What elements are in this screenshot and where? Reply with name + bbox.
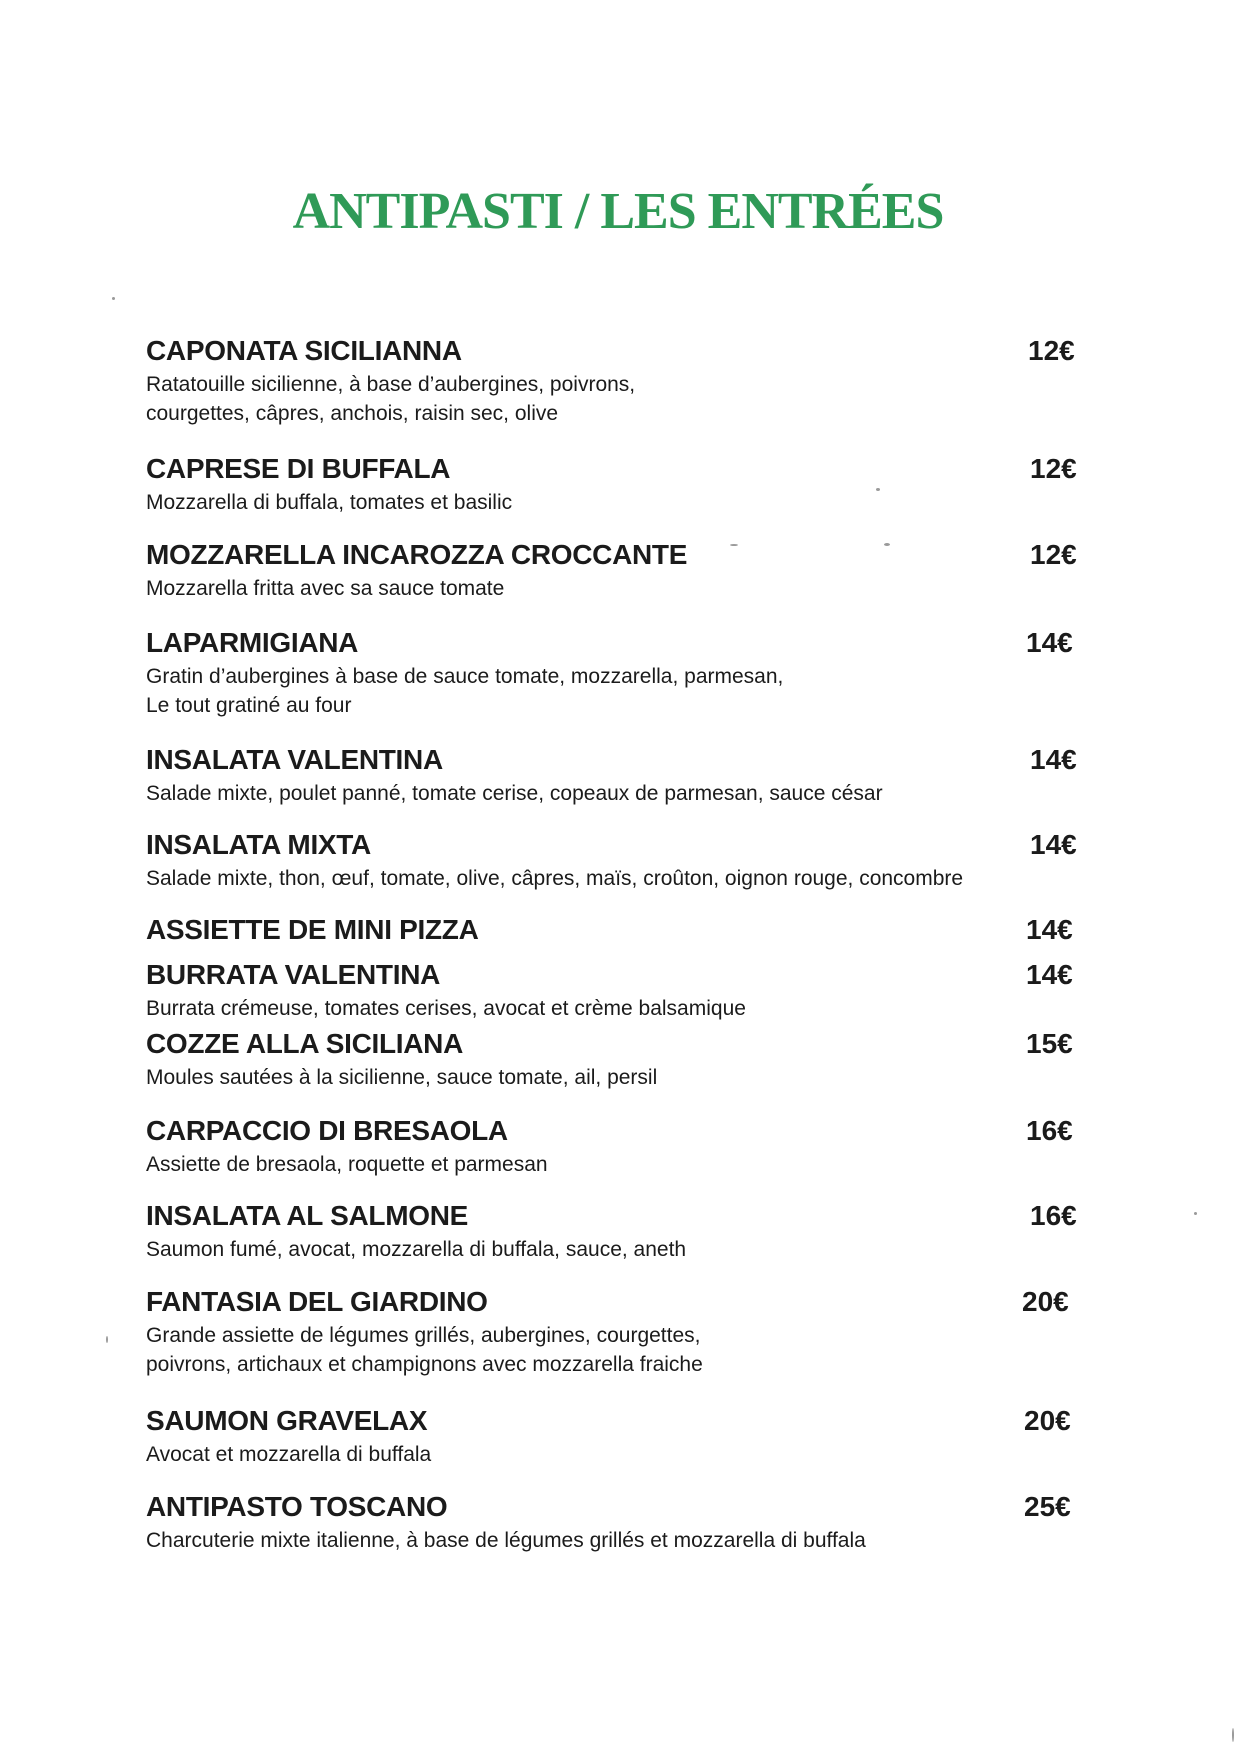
menu-item-description-line: courgettes, câpres, anchois, raisin sec, olive [146, 402, 559, 425]
scan-speck [884, 543, 890, 546]
menu-item [146, 743, 1076, 808]
menu-item-price: 14€ [1030, 829, 1077, 860]
menu-item-name: CAPONATA SICILIANNA [146, 335, 462, 366]
scan-speck [1194, 1212, 1197, 1215]
menu-item-name: COZZE ALLA SICILIANA [146, 1028, 464, 1059]
menu-item-price: 20€ [1022, 1286, 1069, 1317]
scan-speck [112, 297, 115, 300]
menu-item-description [146, 1063, 1076, 1092]
menu-item-description [146, 1321, 1076, 1379]
menu-item-price: 14€ [1026, 627, 1073, 658]
menu-item-description-line: Moules sautées à la sicilienne, sauce tomate, ail, persil [146, 1066, 658, 1089]
menu-item [146, 913, 1076, 947]
menu-item-price: 12€ [1030, 539, 1077, 570]
menu-item [146, 1285, 1076, 1379]
menu-item [146, 334, 1076, 428]
menu-item-description-line: Grande assiette de légumes grillés, aubergines, courgettes, [146, 1324, 701, 1347]
menu-item-description-line: poivrons, artichaux et champignons avec mozzarella fraiche [146, 1353, 703, 1376]
menu-item [146, 1490, 1076, 1555]
menu-title: ANTIPASTI / LES ENTRÉES [292, 183, 944, 240]
menu-item-description-line: Salade mixte, poulet panné, tomate cerise, copeaux de parmesan, sauce césar [146, 782, 883, 805]
menu-item-price: 14€ [1030, 744, 1077, 775]
menu-item-description-line: Burrata crémeuse, tomates cerises, avocat et crème balsamique [146, 997, 746, 1020]
menu-item [146, 1404, 1076, 1469]
menu-item-description-line: Gratin d’aubergines à base de sauce tomate, mozzarella, parmesan, [146, 665, 784, 688]
menu-item-description [146, 779, 1076, 808]
menu-item-description [146, 1150, 1076, 1179]
menu-item [146, 538, 1076, 603]
menu-item-name: SAUMON GRAVELAX [146, 1405, 428, 1436]
menu-item-name: INSALATA VALENTINA [146, 744, 443, 775]
menu-item-name: INSALATA MIXTA [146, 829, 371, 860]
menu-item-name: FANTASIA DEL GIARDINO [146, 1286, 488, 1317]
menu-item-name: ASSIETTE DE MINI PIZZA [146, 914, 479, 945]
menu-item-description-line: Avocat et mozzarella di buffala [146, 1443, 432, 1466]
menu-item-description [146, 574, 1076, 603]
menu-item-price: 20€ [1024, 1405, 1071, 1436]
menu-item-name: ANTIPASTO TOSCANO [146, 1491, 448, 1522]
menu-item-description-line: Charcuterie mixte italienne, à base de légumes grillés et mozzarella di buffala [146, 1529, 866, 1552]
menu-item-name: CARPACCIO DI BRESAOLA [146, 1115, 508, 1146]
menu-item-description-line: Ratatouille sicilienne, à base d’aubergines, poivrons, [146, 373, 636, 396]
menu-item [146, 828, 1076, 893]
menu-item-price: 14€ [1026, 914, 1073, 945]
menu-item-description-line: Le tout gratiné au four [146, 694, 352, 717]
menu-item-description [146, 994, 1076, 1023]
menu-item [146, 1114, 1076, 1179]
menu-item-price: 12€ [1030, 453, 1077, 484]
menu-item [146, 626, 1076, 720]
scan-speck [106, 1336, 108, 1343]
menu-item-price: 12€ [1028, 335, 1075, 366]
menu-item-description-line: Mozzarella di buffala, tomates et basilic [146, 491, 513, 514]
menu-item-description [146, 370, 1076, 428]
menu-item-price: 16€ [1026, 1115, 1073, 1146]
menu-item-name: BURRATA VALENTINA [146, 959, 441, 990]
menu-item-description [146, 864, 1076, 893]
menu-item [146, 1027, 1076, 1092]
menu-item-description [146, 1440, 1076, 1469]
menu-item-name: CAPRESE DI BUFFALA [146, 453, 451, 484]
menu-item-description-line: Mozzarella fritta avec sa sauce tomate [146, 577, 505, 600]
menu-item-price: 14€ [1026, 959, 1073, 990]
menu-item-description [146, 488, 1076, 517]
menu-item-description [146, 1235, 1076, 1264]
menu-item-description [146, 1526, 1076, 1555]
menu-item-description [146, 662, 1076, 720]
scan-speck [730, 544, 738, 546]
menu-item-description-line: Assiette de bresaola, roquette et parmesan [146, 1153, 548, 1176]
menu-item-description-line: Salade mixte, thon, œuf, tomate, olive, câpres, maïs, croûton, oignon rouge, concombre [146, 867, 964, 890]
menu-item-name: MOZZARELLA INCAROZZA CROCCANTE [146, 539, 688, 570]
menu-item-description-line: Saumon fumé, avocat, mozzarella di buffala, sauce, aneth [146, 1238, 687, 1261]
menu-item [146, 1199, 1076, 1264]
menu-item-price: 16€ [1030, 1200, 1077, 1231]
scan-speck [1232, 1728, 1234, 1742]
menu-item-price: 15€ [1026, 1028, 1073, 1059]
menu-item [146, 452, 1076, 517]
menu-item [146, 958, 1076, 1023]
menu-item-price: 25€ [1024, 1491, 1071, 1522]
menu-item-name: INSALATA AL SALMONE [146, 1200, 468, 1231]
scan-speck [876, 488, 880, 491]
menu-item-name: LAPARMIGIANA [146, 627, 359, 658]
